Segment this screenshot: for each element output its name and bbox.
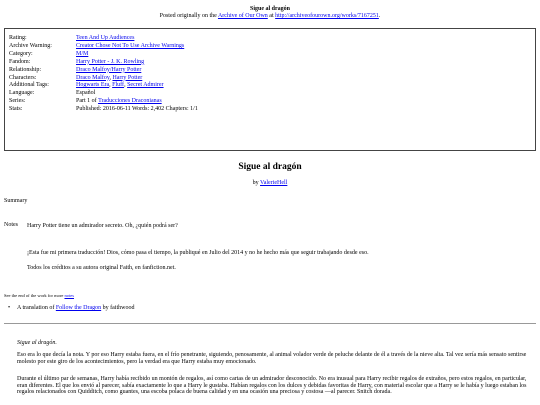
meta-label: Relationship: [9, 66, 41, 73]
translation-prefix: A translation of [17, 305, 56, 311]
meta-label: Rating: [9, 35, 27, 41]
meta-tag-link[interactable]: Creator Chose Not To Use Archive Warnings [76, 42, 185, 49]
meta-tag-link[interactable]: Fluff [112, 82, 125, 89]
meta-value [76, 106, 198, 114]
chapter-p2: Durante el último par de semanas, Harry había recibido un montón de regalos, así como cartas de un admirador desconocido. No era inusual para Harry recibir regalos de extraños, pero estos regalos, en particular, eran diferentes. El que los envió al parecer, sabía exactamente lo que a Harry le gustaba. Habían regalos con los dulces y debidas favoritas de Harry, con material escolar que a Harry se le había y luego estaban los regalos relacionados con Quidditch, como guantes, una escoba polaca de buena calidad y en una ocasión una preciosa y costosa —al parecer. Snitch dorada. [17, 376, 527, 396]
posted-prefix: Posted originally on the [159, 13, 218, 19]
work-title: Sigue al dragón [238, 162, 302, 172]
at-text: at [267, 13, 276, 19]
header-title: Sigue al dragón [249, 6, 290, 12]
end-notes-prefix: See the end of the work for more [4, 293, 65, 298]
work-url-link[interactable]: http://archiveofourown.org/works/7167251 [275, 13, 379, 19]
meta-value [76, 82, 198, 90]
notes-heading: Notes [4, 222, 18, 228]
chapter-p1: Eso era lo que decía la nota. Y por eso Harry estaba fuera, en el frío penetrante, siguiendo, penosamente, al animal volador verde de peluche delante de él a través de la nieve alta. Tal vez sería más sensato sentirse molesto por este giro de los acontecimientos, pero la verdad era que Harry estaba muy emocionado. [17, 352, 527, 365]
meta-text: Español [76, 90, 96, 97]
meta-value [76, 67, 198, 75]
bullet-icon: • [8, 305, 11, 311]
notes-p2: Todos los créditos a su autora original Faith, en fanfiction.net. [27, 265, 176, 271]
divider [4, 323, 536, 324]
end-notes-line [4, 293, 74, 298]
by-text: by [252, 180, 261, 186]
author-link[interactable]: ValerieHell [260, 180, 288, 186]
meta-tag-link[interactable]: Secret Admirer [127, 82, 164, 89]
meta-tag-link[interactable]: Traducciones Draconianas [98, 98, 162, 105]
meta-tag-link[interactable]: Draco Malfoy [76, 74, 110, 81]
meta-value [76, 98, 198, 106]
meta-label: Language: [9, 90, 35, 97]
period: . [378, 13, 381, 19]
meta-tag-link[interactable]: Harry Potter [112, 74, 143, 81]
original-work-link[interactable]: Follow the Dragon [55, 305, 102, 311]
meta-text: , [109, 82, 113, 89]
meta-text: Part 1 of [76, 98, 99, 105]
notes-p1: ¡Esta fue mi primera traducción! Dios, cómo pasa el tiempo, la publiqué en Julio del 2014 y no he hecho más que seguir trabajando desde eso. [27, 250, 369, 256]
meta-row [9, 106, 198, 114]
meta-value [76, 51, 198, 59]
meta-row [9, 43, 198, 51]
meta-text: , [109, 74, 113, 81]
meta-label: Fandom: [9, 58, 31, 65]
meta-row [9, 82, 198, 90]
work-header [0, 0, 540, 20]
meta-row [9, 67, 198, 75]
meta-label: Stats: [9, 106, 23, 113]
meta-box [4, 28, 536, 151]
summary-heading: Summary [4, 198, 28, 204]
meta-row [9, 98, 198, 106]
meta-tag-link[interactable]: Teen And Up Audiences [76, 35, 135, 41]
summary-text: Harry Potter tiene un admirador secreto. Oh, ¿quién podrá ser? [27, 223, 178, 229]
meta-text: Published: 2016-06-11 Words: 2,402 Chapters: 1/1 [76, 106, 198, 113]
meta-row [9, 51, 198, 59]
meta-tag-link[interactable]: Hogwarts Era [76, 82, 110, 89]
meta-label: Archive Warning: [9, 42, 52, 49]
archive-link[interactable]: Archive of Our Own [217, 13, 268, 19]
translation-suffix: by faithwood [101, 305, 135, 311]
meta-label: Additional Tags: [9, 82, 49, 89]
meta-label: Series: [9, 98, 26, 105]
posted-line [0, 13, 540, 20]
chapter-heading: Sigue al dragón. [17, 340, 57, 346]
translation-item [8, 305, 135, 311]
end-notes-link[interactable]: notes [64, 293, 74, 298]
meta-tag-link[interactable]: Harry Potter - J. K. Rowling [76, 58, 145, 65]
meta-label: Characters: [9, 74, 37, 81]
meta-value [76, 35, 198, 43]
meta-label: Category: [9, 50, 33, 57]
byline [0, 180, 540, 186]
meta-tag-link[interactable]: M/M [76, 50, 89, 57]
meta-value [76, 43, 198, 51]
meta-value [76, 59, 198, 67]
meta-row [9, 35, 198, 43]
meta-row [9, 59, 198, 67]
meta-text: , [124, 82, 128, 89]
meta-table [9, 35, 198, 114]
meta-tag-link[interactable]: Draco Malfoy/Harry Potter [76, 66, 142, 73]
